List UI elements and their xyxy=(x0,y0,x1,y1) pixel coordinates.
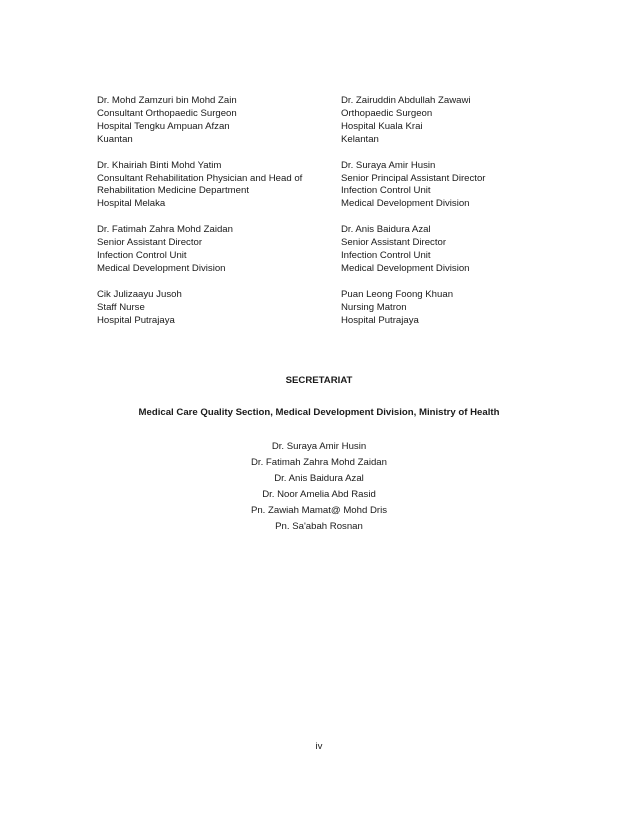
member-location: Kelantan xyxy=(341,133,379,145)
member-title: Senior Assistant Director xyxy=(97,237,203,249)
secretariat-member: Dr. Fatimah Zahra Mohd Zaidan xyxy=(251,457,387,468)
member-title: Nursing Matron xyxy=(341,301,407,313)
member-department: Rehabilitation Medicine Department xyxy=(97,185,249,197)
secretariat-member: Dr. Suraya Amir Husin xyxy=(271,441,367,452)
secretariat-member: Pn. Sa'abah Rosnan xyxy=(275,521,363,532)
member-institution: Hospital Putrajaya xyxy=(97,314,175,326)
member-title: Orthopaedic Surgeon xyxy=(341,107,433,119)
committee-right-column xyxy=(341,95,551,341)
member-location: Kuantan xyxy=(97,133,133,145)
member-division: Medical Development Division xyxy=(341,262,470,274)
member-unit: Infection Control Unit xyxy=(341,250,431,262)
member-institution: Hospital Kuala Krai xyxy=(341,120,423,132)
member-division: Medical Development Division xyxy=(97,262,226,274)
member-name: Dr. Anis Baidura Azal xyxy=(341,224,431,236)
secretariat-member: Dr. Anis Baidura Azal xyxy=(274,473,364,484)
member-name: Dr. Zairuddin Abdullah Zawawi xyxy=(341,95,471,106)
committee-entry xyxy=(97,95,333,147)
member-unit: Infection Control Unit xyxy=(341,185,431,197)
member-unit: Infection Control Unit xyxy=(97,250,187,262)
member-title: Senior Principal Assistant Director xyxy=(341,172,486,184)
committee-entry xyxy=(341,289,551,328)
member-title: Consultant Orthopaedic Surgeon xyxy=(97,107,237,119)
member-name: Cik Julizaayu Jusoh xyxy=(97,288,182,300)
member-name: Puan Leong Foong Khuan xyxy=(341,288,454,300)
secretariat-subheading: Medical Care Quality Section, Medical Development Division, Ministry of Health xyxy=(138,407,500,418)
member-title: Staff Nurse xyxy=(97,301,145,313)
member-title: Senior Assistant Director xyxy=(341,237,447,249)
committee-left-column xyxy=(97,95,333,341)
committee-entry xyxy=(97,224,333,276)
member-name: Dr. Fatimah Zahra Mohd Zaidan xyxy=(97,224,233,236)
member-institution: Hospital Melaka xyxy=(97,198,166,210)
member-name: Dr. Khairiah Binti Mohd Yatim xyxy=(97,159,222,171)
page-number: iv xyxy=(315,741,323,752)
member-institution: Hospital Tengku Ampuan Afzan xyxy=(97,120,230,132)
secretariat-heading: SECRETARIAT xyxy=(285,375,353,386)
member-institution: Hospital Putrajaya xyxy=(341,314,419,326)
secretariat-member: Pn. Zawiah Mamat@ Mohd Dris xyxy=(250,505,388,516)
committee-entry xyxy=(97,160,333,212)
committee-entry xyxy=(341,95,551,147)
secretariat-member-list xyxy=(0,439,638,535)
committee-entry xyxy=(341,224,551,276)
member-name: Dr. Suraya Amir Husin xyxy=(341,159,436,171)
secretariat-member: Dr. Noor Amelia Abd Rasid xyxy=(262,489,376,500)
member-title: Consultant Rehabilitation Physician and Head of xyxy=(97,172,303,184)
member-division: Medical Development Division xyxy=(341,198,470,210)
committee-entry xyxy=(97,289,333,328)
committee-entry xyxy=(341,160,551,212)
member-name: Dr. Mohd Zamzuri bin Mohd Zain xyxy=(97,95,237,106)
